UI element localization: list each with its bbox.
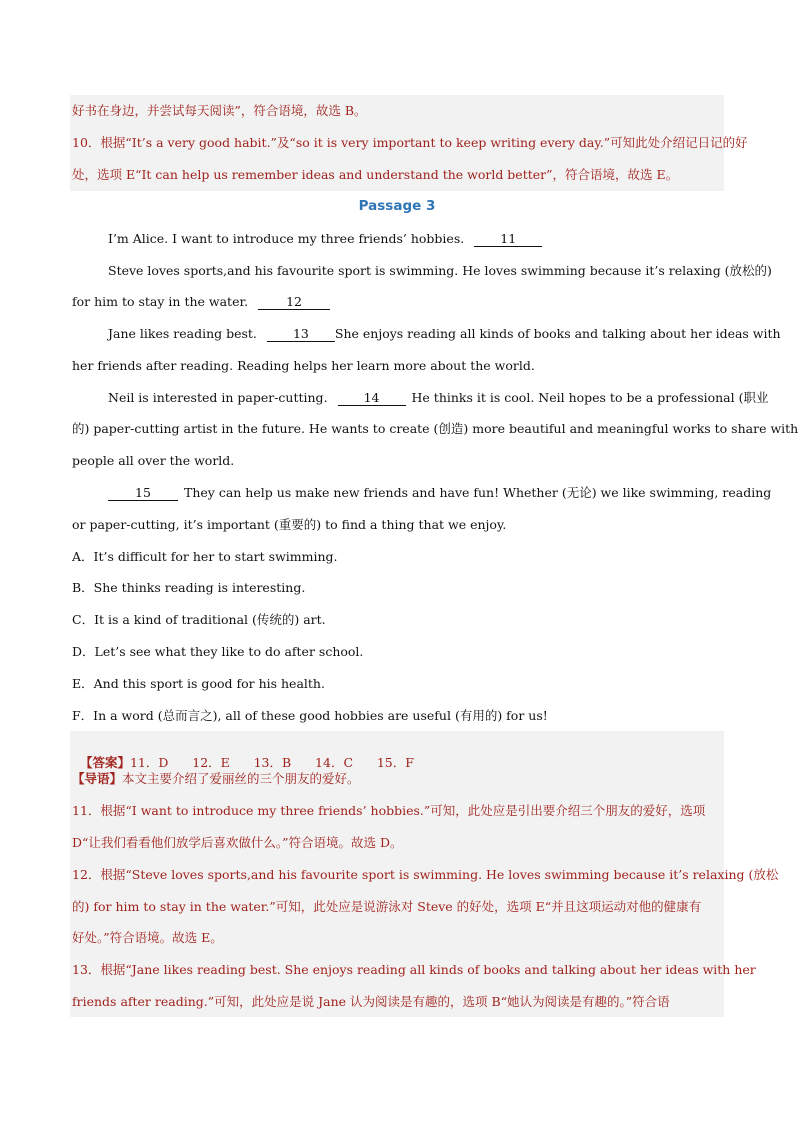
passage-paragraph-2-line2 <box>72 294 722 310</box>
blank-15-number: 15 <box>135 485 151 500</box>
p2b-text: for him to stay in the water. <box>72 294 249 309</box>
passage-paragraph-4-line1 <box>108 390 769 406</box>
explanation-13-line1: 13．根据“Jane likes reading best. She enjoys reading all kinds of books and talking about her ideas with her <box>72 962 756 977</box>
blank-12 <box>258 295 330 310</box>
guide-text: 本文主要介绍了爱丽丝的三个朋友的爱好。 <box>122 771 360 786</box>
passage-paragraph-1 <box>108 231 722 247</box>
explanation-13-line2: friends after reading.”可知，此处应是说 Jane 认为阅读是有趣的，选项 B“她认为阅读是有趣的。”符合语 <box>72 994 670 1009</box>
blank-15 <box>108 486 178 501</box>
blank-13 <box>267 327 335 342</box>
blank-14 <box>338 391 406 406</box>
blank-11-number: 11 <box>500 231 517 246</box>
option-d: D．Let’s see what they like to do after school. <box>72 644 364 659</box>
p4a-post-text: He thinks it is cool. Neil hopes to be a professional (职业 <box>411 390 769 405</box>
answer-tag: 【答案】 <box>79 755 130 770</box>
passage-paragraph-5-line1 <box>108 485 772 501</box>
passage-paragraph-3-line2: her friends after reading. Reading helps her learn more about the world. <box>72 358 535 373</box>
passage-title: Passage 3 <box>358 198 436 214</box>
explanation-12-line1: 12．根据“Steve loves sports,and his favourite sport is swimming. He loves swimming because it’s relaxing (放松 <box>72 867 779 882</box>
answer-values: 11．D 12．E 13．B 14．C 15．F <box>129 755 414 770</box>
explanation-10-line2: 处，选项 E“It can help us remember ideas and understand the world better”，符合语境，故选 E。 <box>72 167 679 182</box>
option-b: B．She thinks reading is interesting. <box>72 580 306 595</box>
passage-paragraph-3-line1 <box>108 326 781 342</box>
explanation-11-line2: D“让我们看看他们放学后喜欢做什么。”符合语境。故选 D。 <box>72 835 403 850</box>
p4a-pre-text: Neil is interested in paper-cutting. <box>108 390 328 405</box>
blank-11 <box>474 232 542 247</box>
blank-13-number: 13 <box>292 326 309 341</box>
guide-tag: 【导语】 <box>72 771 123 786</box>
explanation-10-line1: 10．根据“It’s a very good habit.”及“so it is very important to keep writing every day.”可知此处介绍记日记的好 <box>72 135 748 150</box>
option-c: C．It is a kind of traditional (传统的) art. <box>72 612 326 627</box>
explanation-12-line2: 的) for him to stay in the water.”可知，此处应是说游泳对 Steve 的好处，选项 E“并且这项运动对他的健康有 <box>72 899 702 914</box>
answer-line <box>72 739 722 771</box>
passage-paragraph-4-line3: people all over the world. <box>72 453 235 468</box>
p3a-pre-text: Jane likes reading best. <box>108 326 257 341</box>
blank-14-number: 14 <box>363 390 380 405</box>
p5a-post-text: They can help us make new friends and have fun! Whether (无论) we like swimming, reading <box>184 485 772 500</box>
p1-text: I’m Alice. I want to introduce my three friends’ hobbies. <box>108 231 465 246</box>
option-f: F．In a word (总而言之), all of these good hobbies are useful (有用的) for us! <box>72 708 548 723</box>
p3a-post-text: She enjoys reading all kinds of books and talking about her ideas with <box>334 326 781 341</box>
explanation-12-line3: 好处。”符合语境。故选 E。 <box>72 930 223 945</box>
guide-line <box>72 771 722 787</box>
option-a: A．It’s difficult for her to start swimming. <box>72 549 338 564</box>
explanation-11-line1: 11．根据“I want to introduce my three friends’ hobbies.”可知，此处应是引出要介绍三个朋友的爱好，选项 <box>72 803 706 818</box>
prev-explanation-line: 好书在身边，并尝试每天阅读”，符合语境，故选 B。 <box>72 103 367 118</box>
option-e: E．And this sport is good for his health. <box>72 676 325 691</box>
passage-paragraph-4-line2: 的) paper-cutting artist in the future. He wants to create (创造) more beautiful and meaningful works to share with <box>72 421 798 436</box>
passage-paragraph-5-line2: or paper-cutting, it’s important (重要的) to find a thing that we enjoy. <box>72 517 507 532</box>
blank-12-number: 12 <box>286 294 302 309</box>
passage-paragraph-2-line1: Steve loves sports,and his favourite sport is swimming. He loves swimming because it’s relaxing (放松的) <box>108 263 772 278</box>
